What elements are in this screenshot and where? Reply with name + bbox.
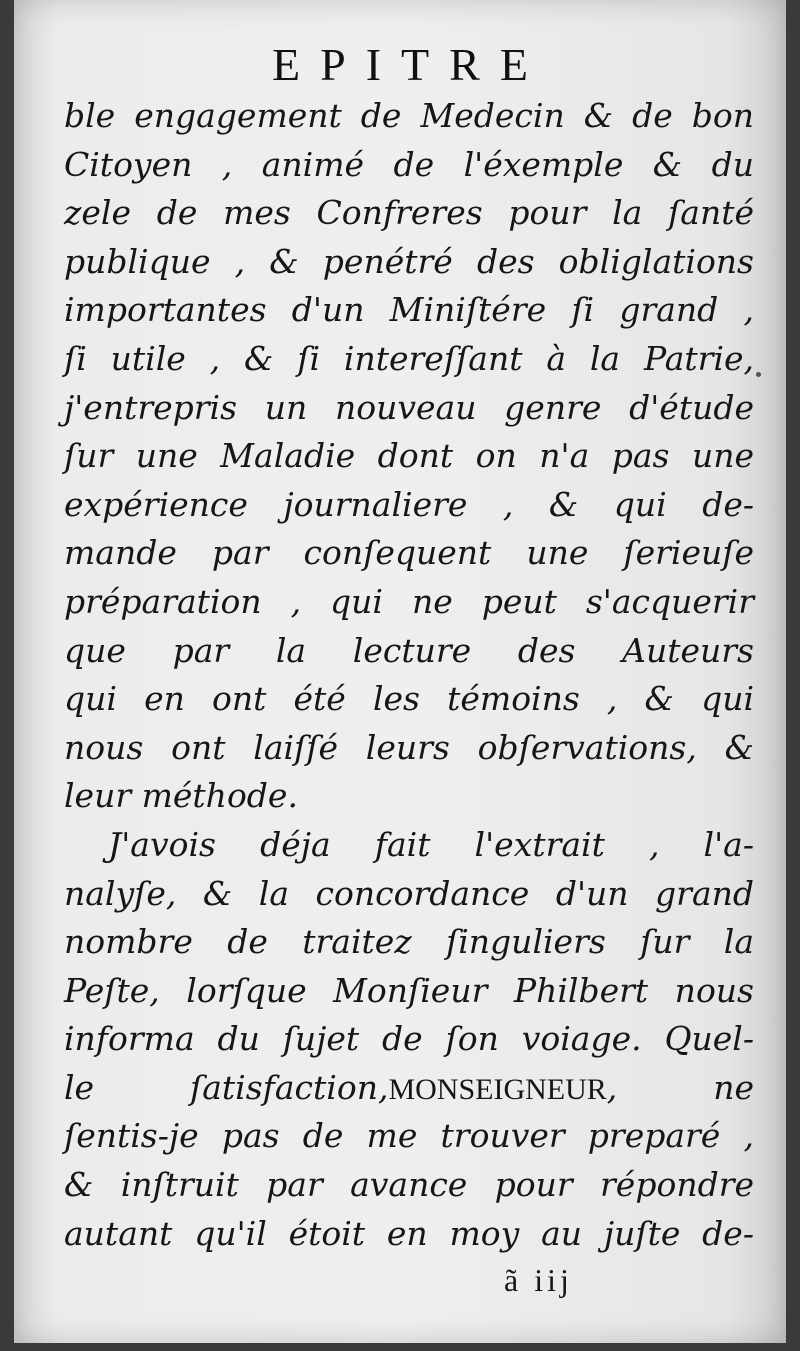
paragraph-start-line: J'avois déja fait l'extrait , l'a- xyxy=(108,824,754,864)
text-line: qui en ont été les témoins , & qui xyxy=(64,679,754,719)
text-line: autant qu'il étoit en moy au juſte de- xyxy=(64,1213,754,1253)
text-line-with-caps xyxy=(64,1064,754,1113)
addressee-caps: MONSEIGNEUR xyxy=(388,1072,607,1106)
text-line-start: le ſatisfaction, xyxy=(64,1067,389,1107)
text-line: que par la lecture des Auteurs xyxy=(64,630,754,670)
running-head: EPITRE xyxy=(272,39,548,90)
text-line: zele de mes Confreres pour la ſanté xyxy=(64,193,754,233)
text-line: mande par conſequent une ſerieuſe xyxy=(64,533,754,573)
text-line: publique , & penétré des obliglations xyxy=(64,241,754,281)
text-line: Citoyen , animé de l'éxemple & du xyxy=(64,144,754,184)
text-line: nalyſe, & la concordance d'un grand xyxy=(64,873,754,913)
signature-mark: ã iij xyxy=(504,1262,573,1298)
text-line: j'entrepris un nouveau genre d'étude xyxy=(64,387,754,427)
text-line: expérience journaliere , & qui de- xyxy=(64,484,754,524)
ink-speck xyxy=(756,372,761,377)
text-line-end: , ne xyxy=(606,1067,754,1107)
text-line: préparation , qui ne peut s'acquerir xyxy=(64,581,754,621)
book-page xyxy=(14,0,786,1343)
text-line: ſi utile , & ſi intereſſant à la Patrie, xyxy=(64,338,754,378)
text-line: ble engagement de Medecin & de bon xyxy=(64,96,754,135)
text-line: importantes d'un Miniſtére ſi grand , xyxy=(64,290,754,330)
body-text xyxy=(64,92,754,1258)
text-line: nombre de traitez ſinguliers ſur la xyxy=(64,922,754,962)
text-line: leur méthode. xyxy=(64,776,298,816)
text-line: & inſtruit par avance pour répondre xyxy=(64,1165,754,1205)
text-line: ſur une Maladie dont on n'a pas une xyxy=(64,436,754,476)
text-line: nous ont laiſſé leurs obſervations, & xyxy=(64,727,754,767)
text-line: ſentis-je pas de me trouver preparé , xyxy=(64,1116,754,1156)
text-line: Peſte, lorſque Monſieur Philbert nous xyxy=(64,970,754,1010)
text-line: informa du ſujet de ſon voiage. Quel- xyxy=(64,1019,754,1059)
